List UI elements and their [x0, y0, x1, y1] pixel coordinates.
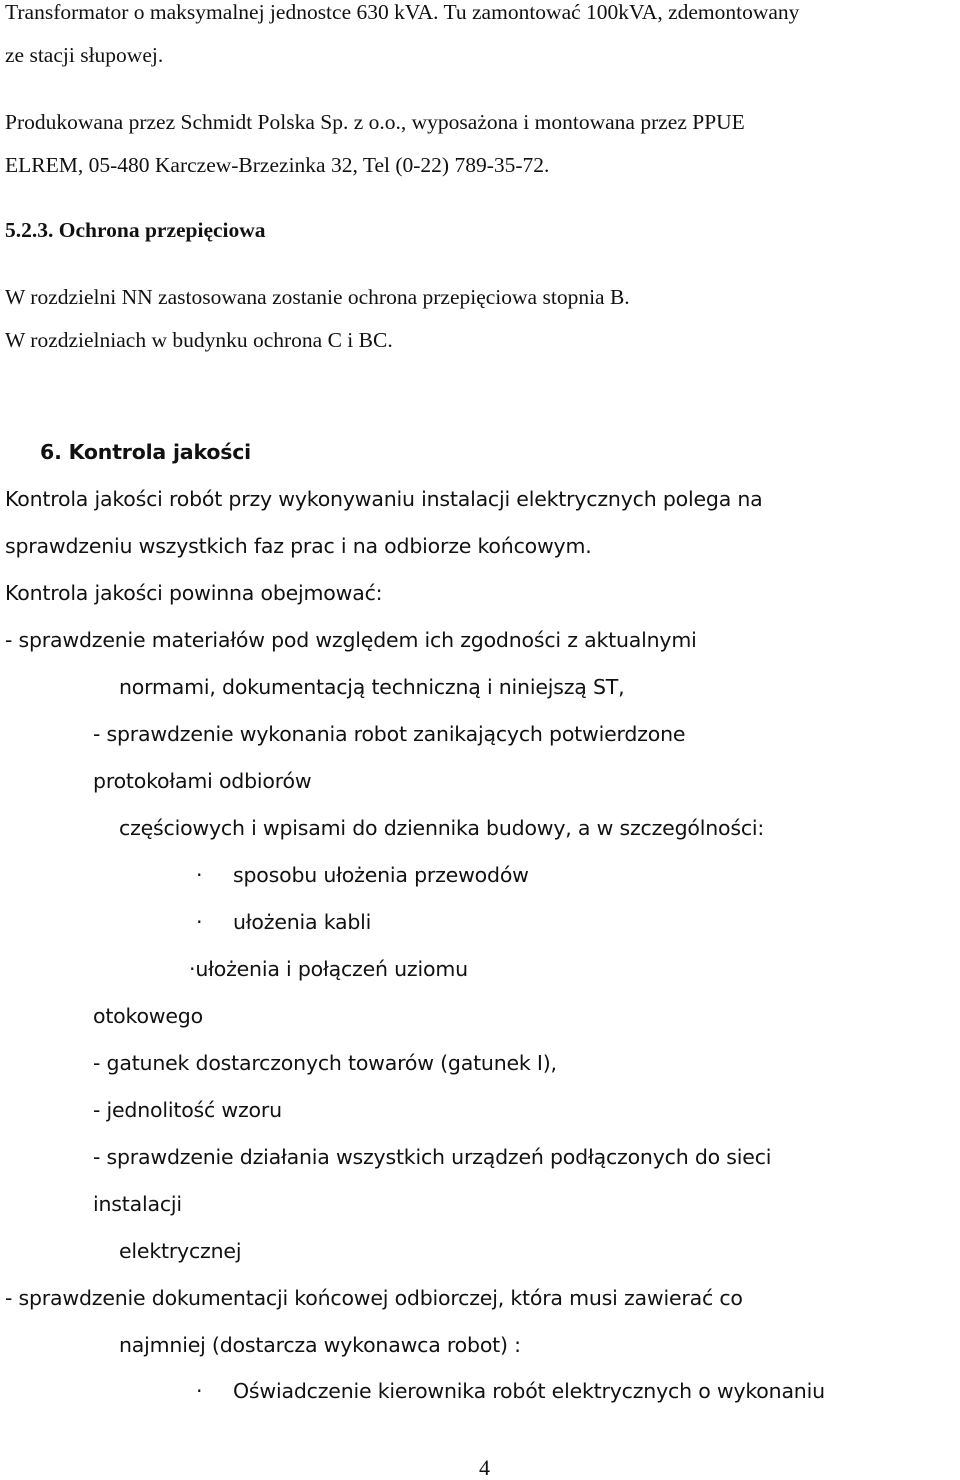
intro-line-1: Transformator o maksymalnej jednostce 630 kVA. Tu zamontować 100kVA, zdemontowany [5, 0, 800, 24]
section-6-p1-line-2: sprawdzeniu wszystkich faz prac i na odbiorze końcowym. [5, 534, 592, 558]
sub-item-4: Oświadczenie kierownika robót elektrycznych o wykonaniu [233, 1379, 825, 1403]
section-heading-523: 5.2.3. Ochrona przepięciowa [5, 218, 266, 242]
section-6-p2-intro: Kontrola jakości powinna obejmować: [5, 581, 383, 605]
section-heading-6: 6. Kontrola jakości [40, 440, 251, 464]
bullet-mark: · [196, 863, 203, 887]
item-4: - jednolitość wzoru [93, 1098, 282, 1122]
item-6-line-1: - sprawdzenie dokumentacji końcowej odbiorczej, która musi zawierać co [5, 1286, 743, 1310]
item-1-line-1: - sprawdzenie materiałów pod względem ich zgodności z aktualnymi [5, 628, 697, 652]
item-2-line-1: - sprawdzenie wykonania robot zanikających potwierdzone [93, 722, 686, 746]
section-523-line-1: W rozdzielni NN zastosowana zostanie ochrona przepięciowa stopnia B. [5, 285, 630, 309]
item-1-line-2: normami, dokumentacją techniczną i niniejszą ST, [119, 675, 625, 699]
section-523-line-2: W rozdzielniach w budynku ochrona C i BC. [5, 328, 393, 352]
item-5-line-3: elektrycznej [119, 1239, 242, 1263]
item-6-line-2: najmniej (dostarcza wykonawca robot) : [119, 1333, 521, 1357]
intro-line-3: Produkowana przez Schmidt Polska Sp. z o.o., wyposażona i montowana przez PPUE [5, 110, 745, 134]
item-5-line-2: instalacji [93, 1192, 182, 1216]
sub-item-2: ułożenia kabli [233, 910, 372, 934]
intro-line-2: ze stacji słupowej. [5, 43, 164, 67]
bullet-mark: · [196, 910, 203, 934]
item-2-line-3: częściowych i wpisami do dziennika budowy, a w szczególności: [119, 816, 765, 840]
item-5-line-1: - sprawdzenie działania wszystkich urządzeń podłączonych do sieci [93, 1145, 772, 1169]
item-2-line-2: protokołami odbiorów [93, 769, 312, 793]
bullet-mark: · [196, 1379, 203, 1403]
sub-item-1: sposobu ułożenia przewodów [233, 863, 529, 887]
sub-item-3-continuation: otokowego [93, 1004, 203, 1028]
sub-item-3: ·ułożenia i połączeń uziomu [189, 957, 468, 981]
intro-line-4: ELREM, 05-480 Karczew-Brzezinka 32, Tel (0-22) 789-35-72. [5, 153, 550, 177]
section-6-p1-line-1: Kontrola jakości robót przy wykonywaniu instalacji elektrycznych polega na [5, 487, 763, 511]
page-number: 4 [479, 1455, 490, 1480]
item-3: - gatunek dostarczonych towarów (gatunek I), [93, 1051, 557, 1075]
